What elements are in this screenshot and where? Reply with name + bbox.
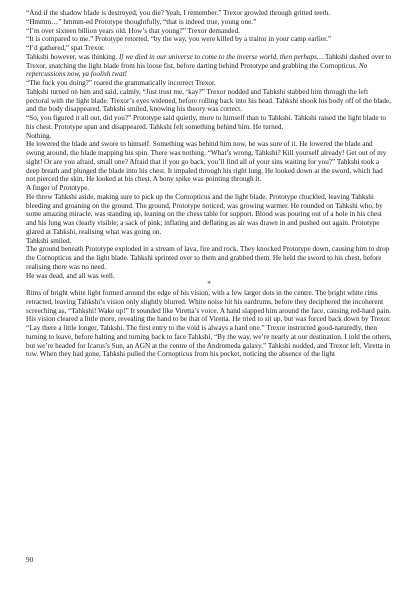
text-run: Tahkshi smiled. bbox=[26, 236, 72, 245]
paragraph bbox=[26, 245, 392, 271]
italic-text: If we died in our universe to come to the inverse world, then perhaps… bbox=[119, 52, 324, 61]
paragraph bbox=[26, 324, 392, 359]
paragraph bbox=[26, 18, 392, 27]
text-run: The ground beneath Prototype exploded in a stream of lava, fire and rock. They knocked Prototype down, causing him to drop the Cornopticus and the light blade. Tahkshi sprinted over to them and grabbed them. He held the sword to his chest, before realising there was no need. bbox=[26, 245, 390, 271]
text-run: “The fuck you doing?” roared the grammatically incorrect Trexor. bbox=[26, 79, 216, 87]
text-run: “And if the shadow blade is destroyed, you die? Yeah, I remember.” Trexor growled through gritted teeth. bbox=[26, 9, 330, 17]
body-text-after-break bbox=[26, 289, 392, 359]
text-run: He threw Tahkshi aside, making sure to pick up the Cornopticus and the light blade. Prototype chuckled, leaving Tahkshi bleeding and groaning on the ground. The ground, Prototype noticed, was growing warmer. He rounded on Tahkshi who, by some amazing miracle, was standing up, leaning on the chess table for support. Blood was pouring out of a hole in his chest and his lung was clearly visible; a sack of pink; inflating and deflating as air was drawn in and pushed out again. Prototype glared at Tahkshi, realising what was going on. bbox=[26, 192, 383, 236]
paragraph bbox=[26, 132, 392, 141]
paragraph bbox=[26, 53, 392, 79]
paragraph bbox=[26, 9, 392, 18]
paragraph bbox=[26, 237, 392, 246]
italic-text: No repercussions now, ya foolish twat! bbox=[26, 61, 368, 79]
text-run: Tahkshi turned on him and said, calmly, “Just trust me, ‘kay?” Trexor nodded and Tahkshi stabbed him through the left pectoral with the light blade. Trexor’s eyes widened, before rolling back into his head. Tahkshi shook his body off of the blade, and the body disappeared. Tahkshi smiled, knowing his theory was correct. bbox=[26, 87, 391, 114]
text-run: He was dead, and all was well. bbox=[26, 271, 115, 280]
paragraph bbox=[26, 184, 392, 193]
text-run: Tahkshi however, was thinking. bbox=[26, 52, 120, 61]
paragraph bbox=[26, 114, 392, 132]
paragraph bbox=[26, 289, 392, 324]
paragraph bbox=[26, 35, 392, 44]
text-run: “I’d gathered,” spat Trexor. bbox=[26, 44, 105, 52]
text-run: “So, you figured it all out, did you?” Prototype said quietly, more to himself than to Tahkshi. Tahkshi raised the light blade to his chest. Prototype span and disappeared. Tahkshi felt something behind him. He turned. bbox=[26, 114, 386, 131]
paragraph bbox=[26, 27, 392, 36]
paragraph bbox=[26, 193, 392, 237]
text-run: “I’m over sixteen billion years old. How’s that young?” Trexor demanded. bbox=[26, 26, 240, 35]
text-run: He lowered the blade and swore to himself. Something was behind him now, he was sure of it. He lowered the blade and swung around, the blade mapping his spin. There was nothing. “What’s wrong, Tahkshi? Kill yourself already! Get out of my sight! Or are you afraid, small one? Afraid that if you go back, you’ll find all of your sins waiting for you?” Tahkshi took a deep breath and plunged the blade into his chest. It impaled through his right lung. He looked down at the sword, which had not pierced the skin. He looked at his chest. A bony spike was pointing through it. bbox=[26, 140, 387, 184]
text-run: A finger of Prototype. bbox=[26, 184, 90, 192]
paragraph bbox=[26, 88, 392, 114]
body-text-before-break bbox=[26, 9, 392, 280]
text-run: Rims of bright white light formed around the edge of his vision, with a few larger dots in the centre. The bright white rims retracted, leaving Tahkshi’s vision only slightly blurred. White noise hit his eardrums, before they deciphered the incoherent screeching as, “Tahkshi! Wake up!” It sounded like Viretta’s voice. A hand slapped him around the face, causing red-hard pain. His vision cleared a little more, revealing the hand to be that of Viretta. He tried to sit up, but was forced back down by Trexor. bbox=[26, 289, 391, 324]
text-run: “Lay there a little longer, Tahkshi. The first entry to the void is always a hard one.” Trexor instructed good-naturedly, then turning to leave, before halting and turning back to face Tahkshi, “By the way, we’re nearly at our destination. I told the others, but we’re headed for Icarus’s Sun, an AGN at the centre of the Andromeda galaxy.” Tahkshi nodded, and Trexor left, Viretta in tow. When they had gone, Tahkshi pulled the Cornopticus from his pocket, noticing the absence of the light bbox=[26, 324, 392, 359]
text-run: “Hmmm…” hmmm-ed Prototype thoughtfully, “that is indeed true, young one.” bbox=[26, 17, 257, 26]
paragraph bbox=[26, 79, 392, 88]
paragraph bbox=[26, 272, 392, 281]
section-break: * bbox=[207, 280, 211, 289]
paragraph bbox=[26, 44, 392, 53]
text-run: “It is compared to me.” Prototype retorted, “by the way, you were killed by a traitor in your camp earlier.” bbox=[26, 35, 332, 44]
text-run: Nothing. bbox=[26, 131, 52, 140]
text-run: Tahkshi dashed over to Trexor, snatching the light blade from his loose fist, before darting behind Prototype and grabbing the Cornopticus. bbox=[26, 52, 392, 70]
page-number: 90 bbox=[26, 556, 34, 565]
paragraph bbox=[26, 140, 392, 184]
